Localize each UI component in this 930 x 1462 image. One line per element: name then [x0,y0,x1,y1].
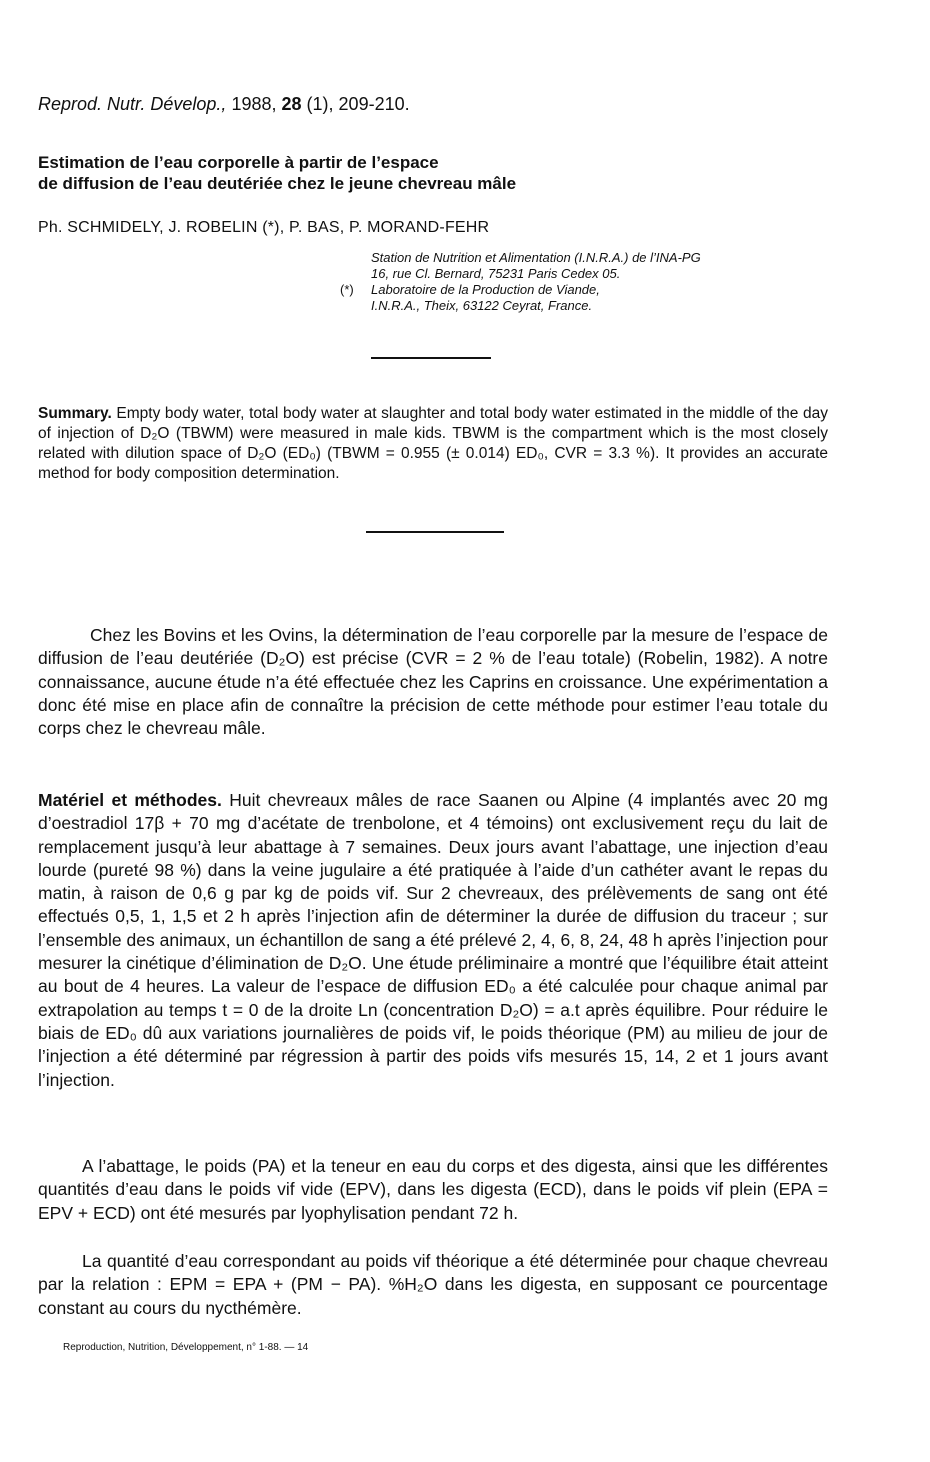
issue-pages: (1), 209-210. [306,94,410,114]
affiliation-line: I.N.R.A., Theix, 63122 Ceyrat, France. [371,298,593,313]
paragraph-intro: Chez les Bovins et les Ovins, la détermination de l’eau corporelle par la mesure de l’espace de diffusion de l’eau deutériée (D₂O) est précise (CVR = 2 % de l’eau totale) (Robelin, 1982). A notre connaissance, aucune étude n’a été effectuée chez les Caprins en croissance. Une expérimentation a donc été mise en place afin de connaître la précision de cette méthode pour estimer l’eau totale du corps chez le chevreau mâle. [38,625,828,739]
divider [366,531,504,533]
title-line-2: de diffusion de l’eau deutériée chez le jeune chevreau mâle [38,174,517,193]
affiliation-mark: (*) [340,282,354,297]
summary-text: Empty body water, total body water at slaughter and total body water estimated in the middle of the day of injection of D₂O (TBWM) were measured in male kids. TBWM is the compartment which is the most closely related with dilution space of D₂O (ED₀) (TBWM = 0.955 (± 0.014) ED₀, CVR = 3.3 %). It provides an accurate method for body composition determination. [38,405,828,482]
affiliation-line [340,282,860,298]
summary [38,404,828,484]
paragraph-water-quantity: La quantité d’eau correspondant au poids vif théorique a été déterminée pour chaque chevreau par la relation : EPM = EPA + (PM − PA). %H₂O dans les digesta, en supposant ce pourcentage constant au cours du nycthémère. [38,1251,828,1318]
year: 1988, [231,94,277,114]
authors: Ph. SCHMIDELY, J. ROBELIN (*), P. BAS, P. MORAND-FEHR [38,219,490,236]
affiliations [340,250,860,314]
affiliation-line: 16, rue Cl. Bernard, 75231 Paris Cedex 05. [371,266,621,281]
page-footer: Reproduction, Nutrition, Développement, n° 1-88. — 14 [63,1342,309,1353]
citation [38,94,410,115]
paragraph-slaughter: A l’abattage, le poids (PA) et la teneur en eau du corps et des digesta, ainsi que les différentes quantités d’eau dans le poids vif vide (EPV), dans les digesta (ECD), dans le poids vif plein (EPA = EPV + ECD) ont été mesurés par lyophylisation pendant 72 h. [38,1156,828,1223]
affiliation-text: Laboratoire de la Production de Viande, [371,282,600,297]
title-line-1: Estimation de l’eau corporelle à partir de l’espace [38,153,439,172]
section-heading: Matériel et méthodes. [38,790,222,810]
paragraph-methods [38,789,828,1092]
volume: 28 [281,94,302,114]
paragraph-text: Huit chevreaux mâles de race Saanen ou Alpine (4 implantés avec 20 mg d’oestradiol 17β + 70 mg d’acétate de trenbolone, et 4 témoins) ont exclusivement reçu du lait de remplacement jusqu’à leur abattage à 7 semaines. Deux jours avant l’abattage, une injection d’eau lourde (pureté 98 %) dans la veine jugulaire a été pratiquée à l’aide d’un cathéter avant le repas du matin, à raison de 0,6 g par kg de poids vif. Sur 2 chevreaux, des prélèvements de sang ont été effectués 0,5, 1, 1,5 et 2 h après l’injection afin de déterminer la durée de diffusion du traceur ; sur l’ensemble des animaux, un échantillon de sang a été prélevé 2, 4, 6, 8, 24, 48 h après l’injection pour mesurer la cinétique d’élimination de D₂O. Une étude préliminaire a montré que l’équilibre était atteint au bout de 4 heures. La valeur de l’espace de diffusion ED₀ a été calculée pour chaque animal par extrapolation au temps t = 0 de la droite Ln (concentration D₂O) = a.t après équilibre. Pour réduire le biais de ED₀ dû aux variations journalières de poids vif, le poids théorique (PM) au milieu de jour de l’injection a été déterminé par régression à partir des poids vifs mesurés 15, 14, 2 et 1 jours avant l’injection. [38,790,828,1090]
affiliation-line: Station de Nutrition et Alimentation (I.N.R.A.) de l’INA-PG [371,250,701,265]
summary-label: Summary. [38,405,112,422]
divider [371,357,491,359]
journal-name: Reprod. Nutr. Dévelop., [38,94,227,114]
paper-title [38,152,898,194]
